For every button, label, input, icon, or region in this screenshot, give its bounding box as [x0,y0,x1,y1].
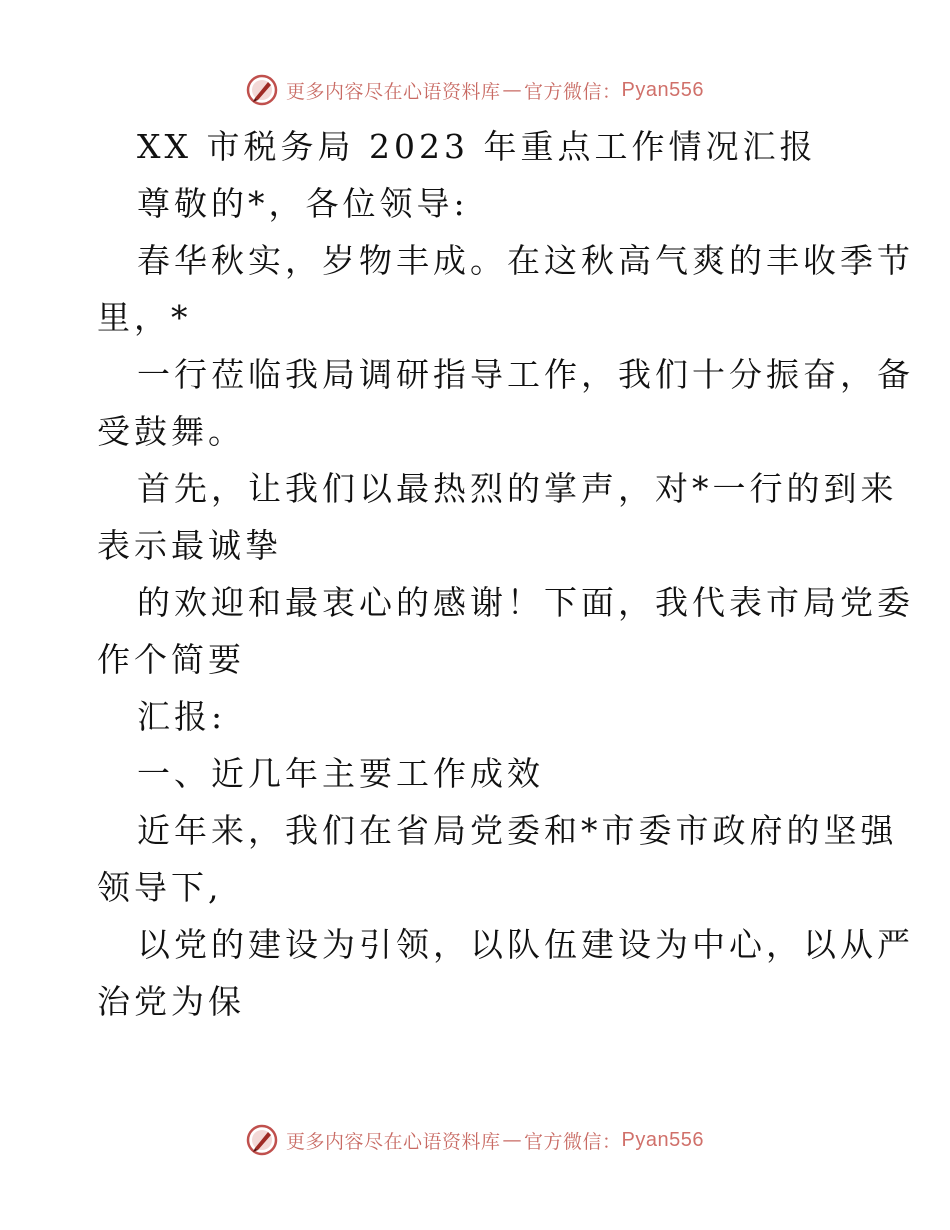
paragraph-line: 以党的建设为引领，以队伍建设为中心，以从严 [137,925,914,964]
watermark-official-label: 官方微信： [524,1130,622,1153]
paragraph-line: 近年来，我们在省局党委和*市委市政府的坚强 [137,811,898,850]
document-body [97,118,914,1030]
salutation: 尊敬的*，各位领导: [137,184,469,223]
paragraph-line: 一行莅临我局调研指导工作，我们十分振奋，备 [137,355,914,394]
watermark-library-text: 更多内容尽在心语资料库 [286,1130,501,1153]
paragraph-line: 春华秋实，岁物丰成。在这秋高气爽的丰收季节 [137,241,914,280]
pen-logo-icon [246,1124,278,1156]
watermark-wechat-id: Pyan556 [621,1128,704,1151]
watermark-text [286,1127,704,1154]
watermark-separator: — [502,1129,523,1151]
paragraph-line: 的欢迎和最衷心的感谢！下面，我代表市局党委 [137,583,914,622]
watermark-library-text: 更多内容尽在心语资料库 [286,80,501,103]
footer-watermark [0,1122,950,1158]
paragraph-line: 首先，让我们以最热烈的掌声，对*一行的到来 [137,469,898,508]
paragraph-line: 汇报: [137,697,227,736]
watermark-official-label: 官方微信： [524,80,622,103]
paragraph-line: 作个简要 [97,640,245,679]
section-heading: 一、近几年主要工作成效 [137,754,544,793]
header-watermark [0,72,950,108]
watermark-separator: — [502,79,523,101]
document-title: XX 市税务局 2023 年重点工作情况汇报 [137,127,817,166]
pen-logo-icon [246,74,278,106]
paragraph-line: 受鼓舞。 [97,412,245,451]
paragraph-line: 领导下, [97,868,223,907]
watermark-text [286,77,704,104]
paragraph-line: 治党为保 [97,982,245,1021]
paragraph-line: 表示最诚挚 [97,526,282,565]
watermark-wechat-id: Pyan556 [621,78,704,101]
paragraph-line: 里，* [97,298,192,337]
